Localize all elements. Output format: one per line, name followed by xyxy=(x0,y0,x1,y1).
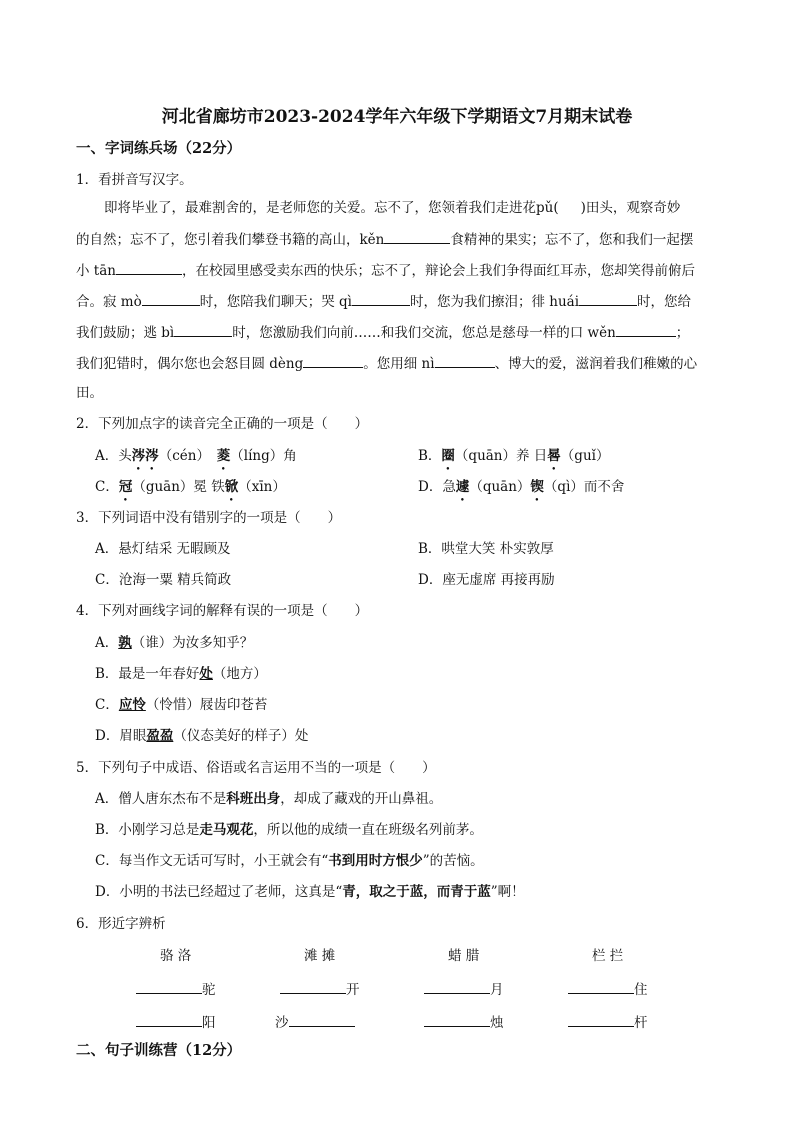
q4-stem: 4．下列对画线字词的解释有误的一项是（ ） xyxy=(76,603,369,619)
blank[interactable] xyxy=(289,1013,355,1027)
blank[interactable] xyxy=(280,980,346,994)
q3-option-d[interactable]: D．座无虚席 再接再励 xyxy=(418,572,555,588)
q5-stem: 5．下列句子中成语、俗语或名言运用不当的一项是（ ） xyxy=(76,760,436,776)
q6-row-2-item: 阳 xyxy=(136,1013,216,1032)
q3-option-a[interactable]: A．悬灯结采 无暇顾及 xyxy=(95,541,231,557)
q6-row-1-item: 开 xyxy=(280,980,360,999)
q2-option-c[interactable]: C．冠（guān）冕 铁锨（xīn） xyxy=(95,479,286,495)
blank[interactable] xyxy=(142,292,200,306)
q1-line-4: 合。寂 mò 时，您陪我们聊天；哭 qì 时，您为我们擦泪；徘 huái 时，您给 xyxy=(76,294,692,310)
blank[interactable] xyxy=(303,354,363,368)
q4-option-d[interactable]: D．眉眼盈盈（仪态美好的样子）处 xyxy=(95,728,309,744)
q5-option-b[interactable]: B．小刚学习总是走马观花，所以他的成绩一直在班级名列前茅。 xyxy=(95,822,483,838)
q2-option-b[interactable]: B．圈（quān）养 日晷（guǐ） xyxy=(418,448,610,464)
q1-line-5: 我们鼓励；逃 bì 时，您激励我们向前……和我们交流，您总是慈母一样的口 wěn ； xyxy=(76,325,690,341)
q4-option-c[interactable]: C．应怜（怜惜）屐齿印苍苔 xyxy=(95,697,268,713)
q2-option-d[interactable]: D．急遽（quān）锲（qì）而不舍 xyxy=(418,479,625,495)
blank[interactable] xyxy=(568,980,634,994)
q1-line-1: 即将毕业了，最难割舍的，是老师您的关爱。忘不了，您领着我们走进花pǔ( )田头，观察奇妙 xyxy=(104,200,681,216)
q6-group: 滩 摊 xyxy=(304,948,336,964)
blank[interactable] xyxy=(116,261,182,275)
q5-option-a[interactable]: A．僧人唐东杰布不是科班出身，却成了藏戏的开山鼻祖。 xyxy=(95,791,443,807)
q6-row-2-item: 沙 xyxy=(275,1013,355,1032)
q6-group: 蜡 腊 xyxy=(448,948,480,964)
page-title: 河北省廊坊市2023-2024学年六年级下学期语文7月期末试卷 xyxy=(161,107,633,127)
blank[interactable] xyxy=(568,1013,634,1027)
q6-group: 骆 洛 xyxy=(160,948,192,964)
q2-option-a[interactable]: A．头涔涔（cén） 菱（líng）角 xyxy=(95,448,297,464)
q5-option-d[interactable]: D．小明的书法已经超过了老师，这真是“青，取之于蓝，而青于蓝”啊！ xyxy=(95,884,525,900)
q6-row-2-item: 杆 xyxy=(568,1013,648,1032)
q1-stem: 1．看拼音写汉字。 xyxy=(76,172,193,188)
blank[interactable] xyxy=(352,292,410,306)
q6-row-2-item: 烛 xyxy=(424,1013,504,1032)
blank[interactable] xyxy=(579,292,637,306)
q6-group: 栏 拦 xyxy=(592,948,624,964)
q1-line-2: 的自然；忘不了，您引着我们攀登书籍的高山，kěn 食精神的果实；忘不了，您和我们一起摆 xyxy=(76,232,694,248)
q5-option-c[interactable]: C．每当作文无话可写时，小王就会有“书到用时方恨少”的苦恼。 xyxy=(95,853,484,869)
q6-stem: 6．形近字辨析 xyxy=(76,916,166,932)
q1-line-7: 田。 xyxy=(76,385,103,401)
q3-option-b[interactable]: B．哄堂大笑 朴实敦厚 xyxy=(418,541,554,557)
q1-line-3: 小 tān ，在校园里感受卖东西的快乐；忘不了，辩论会上我们争得面红耳赤，您却笑得前俯后 xyxy=(76,263,695,279)
blank[interactable] xyxy=(384,230,450,244)
blank[interactable] xyxy=(174,323,232,337)
blank[interactable] xyxy=(136,1013,202,1027)
section-2-heading: 二、句子训练营（12分） xyxy=(76,1042,242,1059)
blank[interactable] xyxy=(435,354,495,368)
q4-option-a[interactable]: A．孰（谁）为汝多知乎？ xyxy=(95,635,254,651)
q2-stem: 2．下列加点字的读音完全正确的一项是（ ） xyxy=(76,416,369,432)
blank[interactable] xyxy=(136,980,202,994)
section-1-heading: 一、字词练兵场（22分） xyxy=(76,140,242,157)
blank[interactable] xyxy=(424,1013,490,1027)
q3-stem: 3．下列词语中没有错别字的一项是（ ） xyxy=(76,510,342,526)
q1-line-6: 我们犯错时，偶尔您也会怒目圆 dèng 。您用细 nì 、博大的爱，滋润着我们稚嫩的心 xyxy=(76,356,698,372)
q6-row-1-item: 驼 xyxy=(136,980,216,999)
q4-option-b[interactable]: B．最是一年春好处（地方） xyxy=(95,666,267,682)
blank[interactable] xyxy=(424,980,490,994)
blank[interactable] xyxy=(616,323,676,337)
q6-row-1-item: 月 xyxy=(424,980,504,999)
q3-option-c[interactable]: C．沧海一粟 精兵简政 xyxy=(95,572,232,588)
q6-row-1-item: 住 xyxy=(568,980,648,999)
